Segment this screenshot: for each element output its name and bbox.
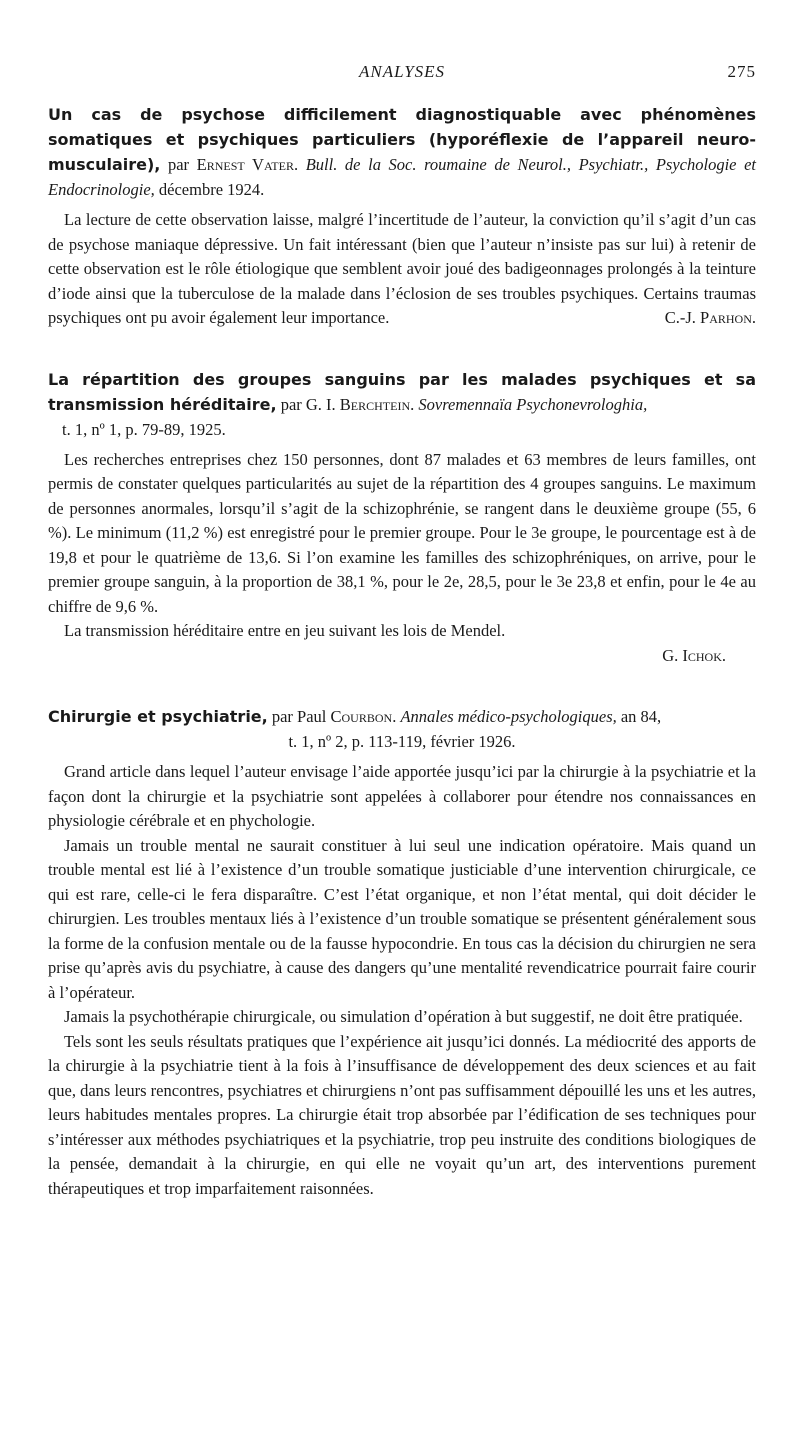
article-3-paragraph-1: Grand article dans lequel l’auteur envisage l’aide apportée jusqu’ici par la chirurgie à la psychiatrie et la façon dont la chirurgie et la psychiatrie sont appelées à collaborer pour étendre nos connaissances en physiologie cérébrale et en phychologie. [48, 762, 756, 830]
article-2-heading [48, 367, 756, 442]
article-1-signature: C.-J. Parhon. [664, 308, 756, 327]
article-1-heading [48, 102, 756, 202]
running-head [48, 62, 756, 88]
article-3-paragraph-2: Jamais un trouble mental ne saurait constituer à lui seul une indication opératoire. Mais quand un trouble mental est lié à l’existence d’un trouble somatique justiciable d’une intervention chirurgicale, ce qui est rare, celle-ci le fera disparaître. C’est l’état organique, et non l’état mental, qui doit décider le chirurgien. Les troubles mentaux liés à l’existence d’un trouble somatique se présentent généralement sous la forme de la confusion mentale ou de la fausse hypocondrie. En tous cas la décision du chirurgien ne sera prise qu’après avis du psychiatre, à cause des dangers qu’une mentalité revendicatrice pourrait faire courir à l’opérateur. [48, 835, 756, 1002]
article-1-journal: Bull. de la Soc. roumaine de Neurol., Psychiatr., Psychologie et Endocrinologie, [48, 155, 757, 199]
article-1-author: Ernest Vater. [196, 155, 299, 174]
article-2-by: par [280, 394, 302, 414]
article-3-citation: t. 1, nº 2, p. 113-119, février 1926. [288, 732, 516, 751]
article-3-journal: Annales médico-psychologiques, [400, 707, 617, 726]
article-1-by: par [167, 155, 190, 174]
article-1 [48, 102, 756, 331]
article-3-paragraph-3: Jamais la psychothérapie chirurgicale, ou simulation d’opération à but suggestif, ne doit être pratiquée. [64, 1007, 743, 1026]
page-number: 275 [727, 62, 756, 81]
article-3-heading [48, 704, 756, 754]
article-1-title: Un cas de psychose difficilement diagnostiquable avec phénomènes somatiques et psychiques particuliers (hyporéflexie de l’appareil neuro-musculaire), [48, 105, 756, 174]
article-2-paragraph-1: Les recherches entreprises chez 150 personnes, dont 87 malades et 63 membres de leurs familles, ont permis de constater quelques particularités au sujet de la répartition des 4 groupes sanguins. Le maximum de personnes anormales, lorsqu’il s’agit de la schizophrénie, se rangent dans le deuxième groupe (55, 6 %). Le minimum (11,2 %) est enregistré pour le premier groupe. Pour le 3e groupe, le pourcentage est à de 19,8 et pour le quatrième de 13,6. Si l’on examine les familles des schizophréniques, on arrive, pour le premier groupe sanguin, à la proportion de 38,1 %, pour le 2e, 28,5, pour le 3e 23,8 et enfin, pour le 4e au chiffre de 9,6 %. [48, 449, 756, 616]
article-3-author: Courbon. [330, 707, 397, 726]
page [48, 62, 756, 1201]
article-2-journal: Sovremennaïa Psychonevrologhia, [418, 394, 648, 414]
article-3-title: Chirurgie et psychiatrie, [48, 707, 268, 726]
article-3 [48, 704, 756, 1201]
running-title: ANALYSES [358, 62, 446, 81]
article-1-paragraph-1-text: La lecture de cette observation laisse, malgré l’incertitude de l’auteur, la conviction qu’il s’agit d’un cas de psychose maniaque dépressive. Un fait intéressant (bien que l’auteur n’insiste pas sur lui) à retenir de cette observation est le rôle étiologique que semblent avoir joué des badigeonnages prolongés à la teinture d’iode ainsi que la tuberculose de la malade dans l’éclosion de ses troubles psychiques. Certains traumas psychiques ont pu avoir également leur importance. [48, 210, 756, 327]
article-3-paragraph-4: Tels sont les seuls résultats pratiques que l’expérience ait jusqu’ici donnés. La médiocrité des apports de la chirurgie à la psychiatrie tient à la fois à l’insuffisance de développement des deux sciences et au fait que, dans leurs rencontres, psychiatres et chirurgiens n’ont pas suffisamment dépouillé les uns et les autres, leurs habitudes mentales propres. La chirurgie était trop absorbée par l’édification de ses techniques pour s’intéresser aux méthodes psychiatriques et la psychiatrie, trop peu instruite des conditions biologiques de la pensée, demandait à la chirurgie, en qui elle ne voyait qu’un art, des interventions purement thérapeutiques et trop imparfaitement raisonnées. [48, 1031, 756, 1198]
article-3-journal-tail: an 84, [620, 707, 662, 726]
article-2-paragraph-2: La transmission héréditaire entre en jeu suivant les lois de Mendel. [64, 621, 506, 640]
article-2-title: La répartition des groupes sanguins par les malades psychiques et sa transmission héréditaire, [48, 369, 756, 414]
article-2-signature-line [48, 644, 756, 669]
article-2 [48, 367, 756, 669]
article-3-by: par Paul [271, 707, 327, 726]
article-1-paragraph-1 [48, 208, 756, 331]
article-1-date: décembre 1924. [158, 180, 265, 199]
article-2-signature: G. Ichok. [662, 645, 726, 665]
article-2-author: G. I. Berchtein. [305, 394, 415, 414]
article-2-citation: t. 1, nº 1, p. 79-89, 1925. [62, 419, 226, 439]
